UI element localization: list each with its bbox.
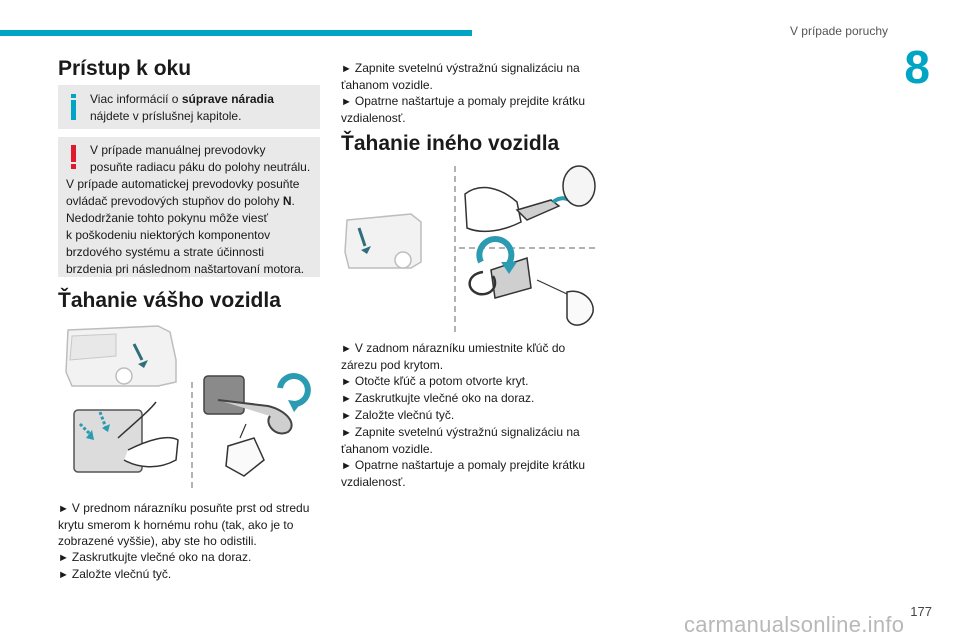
warning-line: brzdenia pri následnom naštartovaní motora. — [66, 262, 305, 276]
step-text: Otočte kľúč a potom otvorte kryt. — [354, 374, 529, 388]
step-text: Zapnite svetelnú výstražnú signalizáciu na — [354, 61, 580, 75]
watermark-text: carmanualsonline.info — [684, 612, 905, 637]
step-text: vzdialenosť. — [341, 111, 406, 125]
step-text: ťahanom vozidle. — [341, 78, 433, 92]
bullet-arrow: ► — [58, 569, 69, 581]
bullet-arrow: ► — [341, 460, 352, 472]
bullet-arrow: ► — [341, 376, 352, 388]
towed-vehicle-steps — [341, 60, 611, 126]
step-text: vzdialenosť. — [341, 475, 406, 489]
step-text: ťahanom vozidle. — [341, 442, 433, 456]
info-text-bold: súprave náradia — [181, 92, 274, 106]
warning-line: ovládač prevodových stupňov do polohy — [66, 194, 283, 208]
step-text: Zapnite svetelnú výstražnú signalizáciu na — [354, 425, 580, 439]
front-towing-steps — [58, 500, 328, 583]
chapter-title: V prípade poruchy — [789, 24, 888, 38]
front-tow-eye-illustration — [58, 320, 320, 490]
heading-towing-other-vehicle: Ťahanie iného vozidla — [341, 132, 560, 155]
step-text: Zaskrutkujte vlečné oko na doraz. — [71, 550, 252, 564]
bullet-arrow: ► — [341, 393, 352, 405]
step-text: zobrazené vyššie), aby ste ho odistili. — [58, 534, 257, 548]
step-text: Zaskrutkujte vlečné oko na doraz. — [354, 391, 535, 405]
info-text-line2: nájdete v príslušnej kapitole. — [90, 109, 242, 123]
warning-line: brzdového systému a strate účinnosti — [66, 245, 265, 259]
warning-note: V prípade manuálnej prevodovky posuňte radiacu páku do polohy neutrálu. V prípade automatickej prevodovky posuňte ovládač prevodových stupňov do polohy N. Nedodržanie tohto pokynu môže viesť k poškodeniu niektorých komponentov brzdového systému a strate účinnosti brzdenia pri následnom naštartovaní motora. — [58, 137, 320, 277]
step-text: Opatrne naštartuje a pomaly prejdite krátku — [354, 458, 586, 472]
bullet-arrow: ► — [341, 427, 352, 439]
info-note — [58, 85, 320, 129]
warning-line: posuňte radiacu páku do polohy neutrálu. — [90, 160, 311, 174]
step-text: Založte vlečnú tyč. — [71, 567, 172, 581]
warning-line: V prípade manuálnej prevodovky — [90, 143, 266, 157]
step-text: zárezu pod krytom. — [341, 358, 444, 372]
warning-line: k poškodeniu niektorých komponentov — [66, 228, 271, 242]
page-number: 177 — [910, 604, 932, 619]
info-text-pre: Viac informácií o — [90, 92, 182, 106]
bullet-arrow: ► — [341, 96, 352, 108]
heading-towing-your-vehicle: Ťahanie vášho vozidla — [58, 289, 281, 312]
warning-gear-n: N — [282, 194, 292, 208]
warning-icon — [66, 142, 88, 170]
warning-line: V prípade automatickej prevodovky posuňte — [66, 177, 300, 191]
chapter-number: 8 — [904, 41, 930, 93]
info-icon — [66, 91, 88, 119]
bullet-arrow: ► — [341, 343, 352, 355]
bullet-arrow: ► — [58, 503, 69, 515]
step-text: V zadnom nárazníku umiestnite kľúč do — [354, 341, 566, 355]
warning-line: Nedodržanie tohto pokynu môže viesť — [66, 211, 268, 225]
step-text: Opatrne naštartuje a pomaly prejdite krátku — [354, 94, 586, 108]
step-text: Založte vlečnú tyč. — [354, 408, 455, 422]
rear-towing-steps — [341, 340, 611, 490]
step-text: krytu smerom k hornému rohu (tak, ako je to — [58, 518, 294, 532]
bullet-arrow: ► — [341, 410, 352, 422]
bullet-arrow: ► — [58, 552, 69, 564]
bullet-arrow: ► — [341, 63, 352, 75]
heading-access-to-eye: Prístup k oku — [58, 57, 192, 80]
step-text: V prednom nárazníku posuňte prst od stredu — [71, 501, 310, 515]
header-accent-bar — [0, 30, 472, 36]
rear-tow-eye-illustration — [341, 162, 603, 334]
